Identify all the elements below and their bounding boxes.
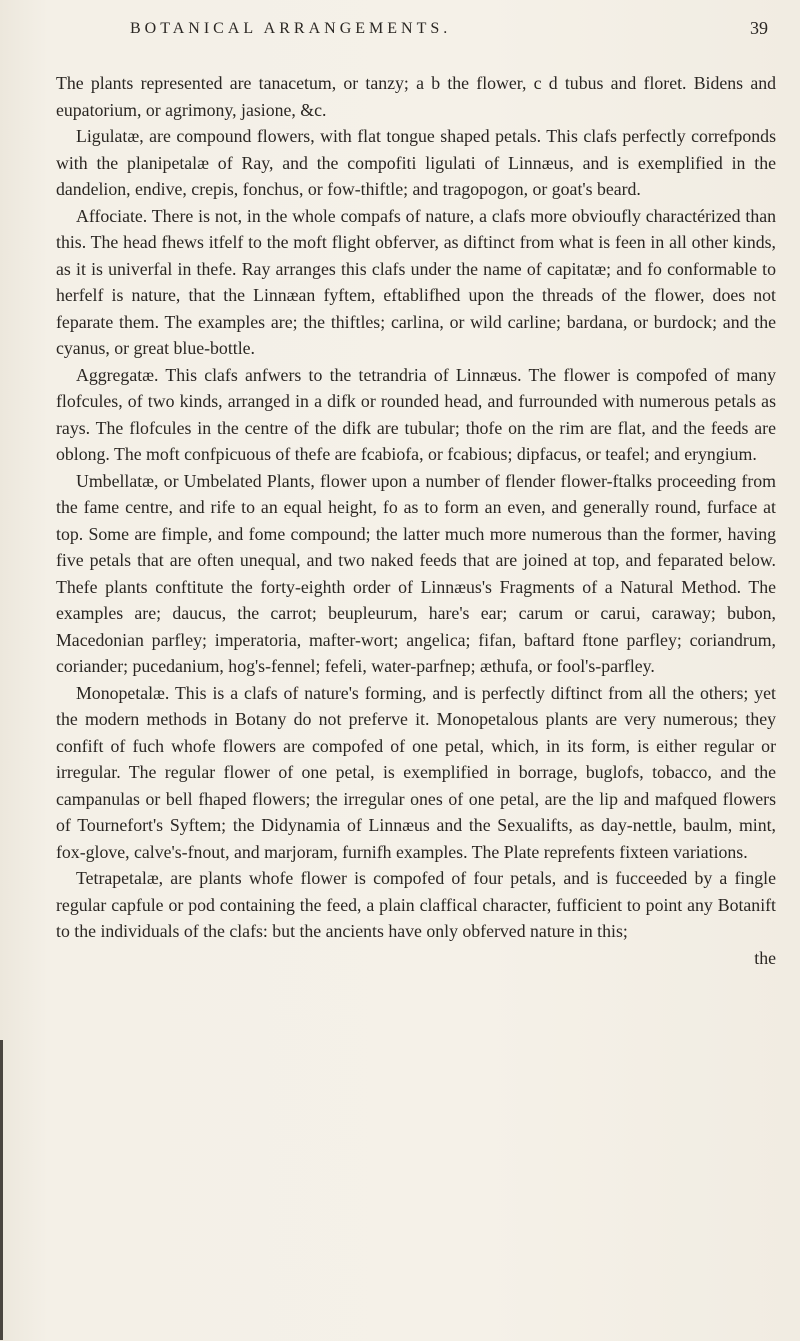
paragraph-tetrapetalae: Tetrapetalæ, are plants whofe flower is compofed of four petals, and is fucceeded by a fingle regular capfule or pod containing the feed, a plain claffical character, fufficient to point any Botanift to the individuals of the clafs: but the ancients have only obferved nature in this; <box>56 868 776 941</box>
page-edge-shadow <box>0 1040 3 1340</box>
paragraph-associate: Affociate. There is not, in the whole compafs of nature, a clafs more obvioufly charactérized than this. The head fhews itfelf to the moft flight obferver, as diftinct from what is feen in all other kinds, as it is univerfal in thefe. Ray arranges this clafs under the name of capitatæ; and fo conformable to herfelf is nature, that the Linnæan fyftem, eftablifhed upon the threads of the flower, does not feparate them. The examples are; the thiftles; carlina, or wild carline; bardana, or burdock; and the cyanus, or great blue-bottle. <box>56 205 776 358</box>
page-number: 39 <box>750 18 768 38</box>
paragraph-aggregatae: Aggregatæ. This clafs anfwers to the tetrandria of Linnæus. The flower is compofed of many flofcules, of two kinds, arranged in a difk or rounded head, and furrounded with numerous petals as rays. The flofcules in the centre of the difk are tubular; thofe on the rim are flat, and the feeds are oblong. The moft confpicuous of thefe are fcabiofa, or fcabious; dipfacus, or teafel; and eryngium. <box>56 364 776 464</box>
paragraph-monopetalae: Monopetalæ. This is a clafs of nature's forming, and is perfectly diftinct from all the others; yet the modern methods in Botany do not preferve it. Monopetalous plants are very numerous; they confift of fuch whofe flowers are compofed of one petal, which, in its form, is either regular or irregular. The regular flower of one petal, is exemplified in borrage, buglofs, tobacco, and the campanulas or bell fhaped flowers; the irregular ones of one petal, are the lip and mafqued flowers of Tournefort's Syftem; the Didynamia of Linnæus and the Sexualifts, as day-nettle, baulm, mint, fox-glove, calve's-fnout, and marjoram, furnifh examples. The Plate reprefents fixteen variations. <box>56 682 776 862</box>
running-head: BOTANICAL ARRANGEMENTS. <box>130 20 452 37</box>
page-header <box>0 8 800 48</box>
catchword: the <box>754 947 776 968</box>
paragraph-ligulatae: Ligulatæ, are compound flowers, with flat tongue shaped petals. This clafs perfectly correfponds with the planipetalæ of Ray, and the compofiti ligulati of Linnæus, and is exemplified in the dandelion, endive, crepis, fonchus, or fow-thiftle; and tragopogon, or goat's beard. <box>56 126 776 199</box>
paragraph-tanacetum: The plants represented are tanacetum, or tanzy; a b the flower, c d tubus and floret. Bidens and eupatorium, or agrimony, jasione, &c. <box>56 73 776 120</box>
paragraph-umbellatae: Umbellatæ, or Umbelated Plants, flower upon a number of flender flower-ftalks proceeding from the fame centre, and rife to an equal height, fo as to form an even, and generally round, furface at top. Some are fimple, and fome compound; the latter much more numerous than the former, having five petals that are often unequal, and two naked feeds that are joined at top, and feparated below. Thefe plants conftitute the forty-eighth order of Linnæus's Fragments of a Natural Method. The examples are; daucus, the carrot; beupleurum, hare's ear; carum or carui, caraway; bubon, Macedonian parfley; imperatoria, mafter-wort; angelica; fifan, baftard ftone parfley; coriandrum, coriander; pucedanium, hog's-fennel; fefeli, water-parfnep; æthufa, or fool's-parfley. <box>56 470 776 676</box>
text-body <box>56 70 776 971</box>
